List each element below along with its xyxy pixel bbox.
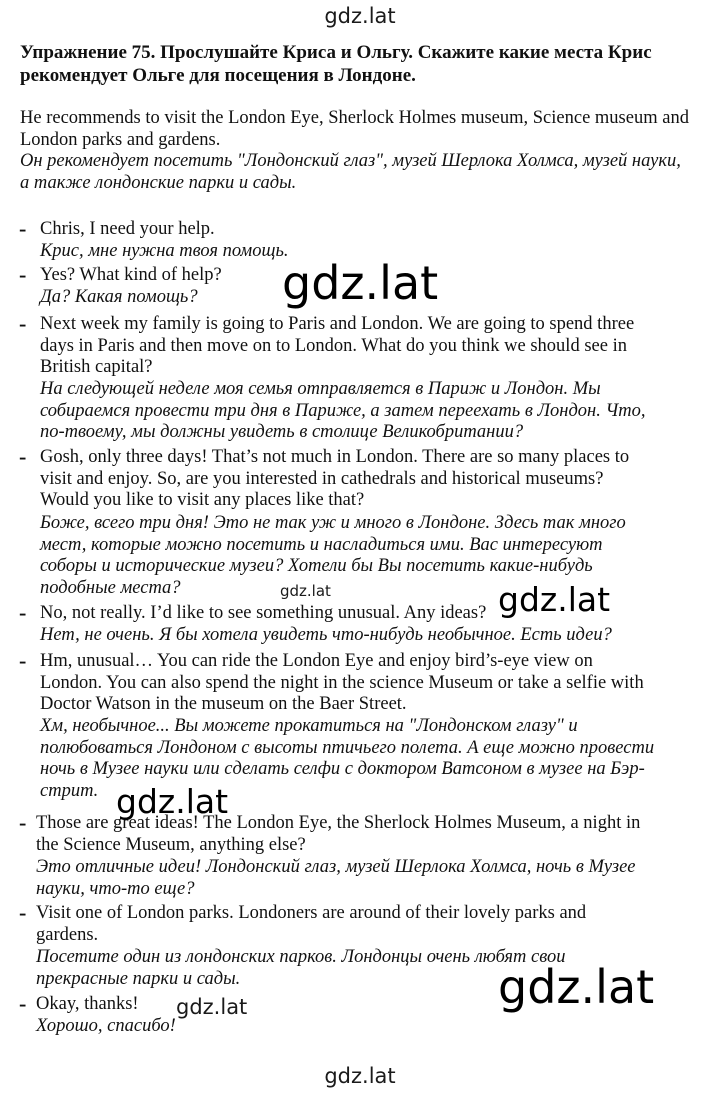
dialogue-dash: - xyxy=(19,216,27,241)
watermark: gdz.lat xyxy=(498,960,655,1014)
watermark: gdz.lat xyxy=(282,256,439,310)
exercise-title: Упражнение 75. Прослушайте Криса и Ольгу. Скажите какие места Крис рекомендует Ольге для посещения в Лондоне. xyxy=(20,42,652,86)
dialogue-line-ru: Боже, всего три дня! Это не так уж и много в Лондоне. Здесь так много мест, которые можно посетить и насладиться ими. Вас интересуют соборы и исторические музеи? Хотели бы Вы посетить какие-нибудь подобные места? xyxy=(40,513,626,598)
answer-english: He recommends to visit the London Eye, Sherlock Holmes museum, Science museum and London parks and gardens. xyxy=(20,108,689,150)
dialogue-line-ru: Да? Какая помощь? xyxy=(40,287,198,307)
dialogue-dash: - xyxy=(19,262,27,287)
dialogue-line-en: Visit one of London parks. Londoners are around of their lovely parks and gardens. xyxy=(36,903,587,945)
dialogue-line-en: Those are great ideas! The London Eye, the Sherlock Holmes Museum, a night in the Science Museum, anything else? xyxy=(36,813,641,855)
dialogue-line-en: Next week my family is going to Paris and London. We are going to spend three days in Paris and then move on to London. What do you think we should see in British capital? xyxy=(40,314,635,377)
dialogue-line-en: Okay, thanks! xyxy=(36,994,139,1014)
dialogue-line-en: No, not really. I’d like to see something unusual. Any ideas? xyxy=(40,603,487,623)
dialogue-dash: - xyxy=(19,311,27,336)
answer-russian: Он рекомендует посетить "Лондонский глаз", музей Шерлока Холмса, музей науки, а также лондонские парки и сады. xyxy=(20,151,681,193)
dialogue-dash: - xyxy=(19,900,27,925)
dialogue-line-ru: Крис, мне нужна твоя помощь. xyxy=(40,241,289,261)
dialogue-line-en: Gosh, only three days! That’s not much in London. There are so many places to visit and enjoy. So, are you interested in cathedrals and historical museums? Would you like to visit any places like that? xyxy=(40,447,630,510)
watermark: gdz.lat xyxy=(280,582,331,600)
dialogue-line-ru: Хорошо, спасибо! xyxy=(36,1016,176,1036)
dialogue-dash: - xyxy=(19,810,27,835)
dialogue-line-en: Hm, unusual… You can ride the London Eye and enjoy bird’s-eye view on London. You can also spend the night in the science Museum or take a selfie with Doctor Watson in the museum on the Baer Street. xyxy=(40,651,644,714)
watermark-bottom: gdz.lat xyxy=(324,1064,396,1088)
dialogue-dash: - xyxy=(19,991,27,1016)
dialogue-dash: - xyxy=(19,600,27,625)
watermark: gdz.lat xyxy=(116,782,229,821)
dialogue-dash: - xyxy=(19,444,27,469)
dialogue-line-en: Chris, I need your help. xyxy=(40,219,215,239)
dialogue-line-ru: Хм, необычное... Вы можете прокатиться на "Лондонском глазу" и полюбоваться Лондоном с высоты птичьего полета. А еще можно провести ночь в Музее науки или сделать селфи с доктором Ватсоном в музее на Бэр- стрит. xyxy=(40,716,655,801)
watermark: gdz.lat xyxy=(498,580,611,619)
dialogue-line-ru: Это отличные идеи! Лондонский глаз, музей Шерлока Холмса, ночь в Музее науки, что-то еще? xyxy=(36,857,636,899)
watermark: gdz.lat xyxy=(176,995,248,1019)
dialogue-line-ru: Посетите один из лондонских парков. Лондонцы очень любят свои прекрасные парки и сады. xyxy=(36,947,566,989)
dialogue-dash: - xyxy=(19,648,27,673)
dialogue-line-en: Yes? What kind of help? xyxy=(40,265,222,285)
dialogue-line-ru: Нет, не очень. Я бы хотела увидеть что-нибудь необычное. Есть идеи? xyxy=(40,625,612,645)
dialogue-line-ru: На следующей неделе моя семья отправляется в Париж и Лондон. Мы собираемся провести три дня в Париже, а затем переехать в Лондон. Что, по-твоему, мы должны увидеть в столице Великобритании? xyxy=(40,379,646,442)
watermark-top: gdz.lat xyxy=(324,4,396,28)
